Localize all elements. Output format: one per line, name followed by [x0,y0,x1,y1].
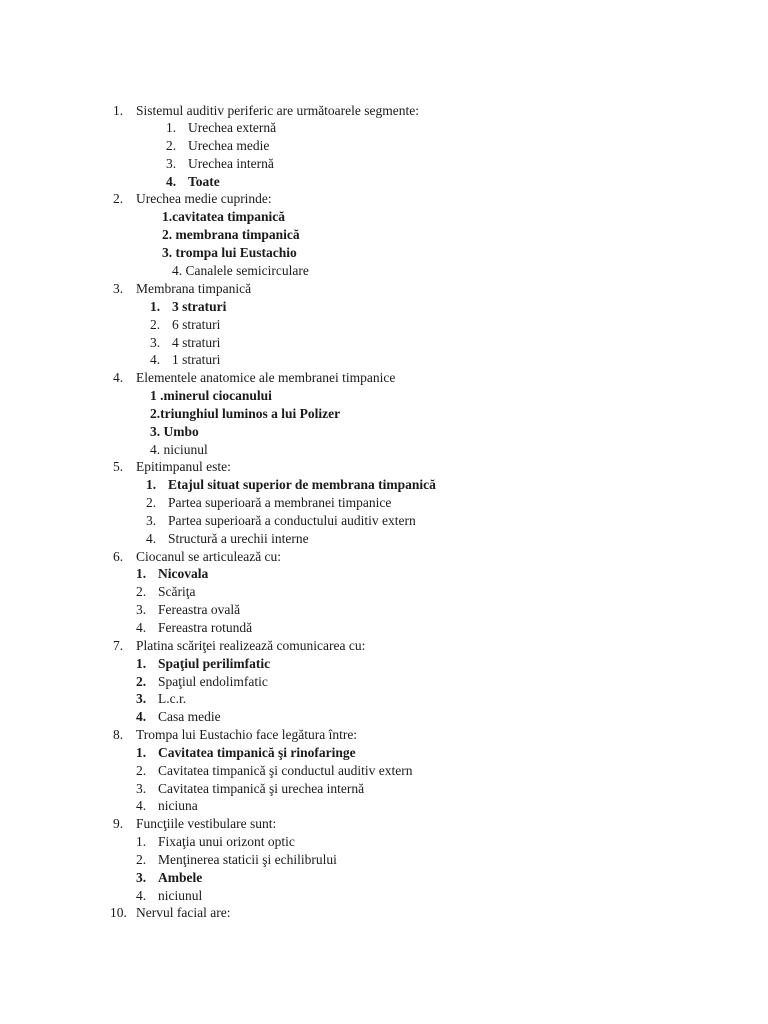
list-item-text: Fereastra ovală [158,602,241,617]
list-item-number: 7. [113,638,124,653]
list-item-text: 1.cavitatea timpanică [162,209,285,224]
list-item [0,690,768,708]
list-item [0,833,768,851]
list-item [0,102,768,120]
list-item-number: 2. [136,584,147,599]
list-item-text: 6 straturi [172,317,221,332]
list-item-text: Toate [188,174,220,189]
list-item-number: 3. [113,281,124,296]
list-item-text: Urechea medie cuprinde: [136,191,272,206]
list-item-number: 4. [136,798,147,813]
list-item-number: 2. [136,852,147,867]
list-item-text: Structură a urechii interne [168,531,309,546]
list-item-text: niciuna [158,798,198,813]
list-item-text: Fixaţia unui orizont optic [158,834,295,849]
list-item [0,815,768,833]
list-item [0,530,768,548]
list-item-number: 4. [136,620,147,635]
list-item-text: 4. Canalele semicirculare [172,263,309,278]
list-item-text: Scăriţa [158,584,196,599]
list-item [0,762,768,780]
list-item-text: Urechea externă [188,120,277,135]
list-item-text: Urechea internă [188,156,274,171]
list-item-text: Etajul situat superior de membrana timpanică [168,477,436,492]
list-item-text: Cavitatea timpanică şi conductul auditiv extern [158,763,413,778]
list-item-text: 3 straturi [172,299,227,314]
list-item [0,262,768,280]
list-item-text: Urechea medie [188,138,270,153]
list-item-text: 1 straturi [172,352,221,367]
list-item-number: 1. [146,477,157,492]
list-item-number: 3. [166,156,177,171]
list-item [0,119,768,137]
list-item-number: 4. [136,709,147,724]
list-item [0,369,768,387]
list-item-number: 2. [166,138,177,153]
list-item-number: 2. [146,495,157,510]
list-item-text: niciunul [158,888,203,903]
list-item [0,548,768,566]
list-item-number: 1. [150,299,161,314]
list-item-number: 3. [136,870,147,885]
list-item-text: Nervul facial are: [136,905,231,920]
list-item-text: 1 .minerul ciocanului [150,388,272,403]
list-item-text: 4. niciunul [150,442,208,457]
list-item-number: 2. [150,317,161,332]
list-item [0,619,768,637]
list-item-number: 4. [136,888,147,903]
list-item [0,780,768,798]
list-item-text: Membrana timpanică [136,281,252,296]
list-item-text: Spaţiul perilimfatic [158,656,271,671]
list-item [0,512,768,530]
list-item-number: 1. [113,103,124,118]
list-item [0,298,768,316]
list-item-number: 5. [113,459,124,474]
list-item [0,441,768,459]
list-item-number: 3. [150,335,161,350]
list-item [0,226,768,244]
list-item-text: Spaţiul endolimfatic [158,674,268,689]
list-item-text: Platina scăriţei realizează comunicarea cu: [136,638,366,653]
list-item-text: Menţinerea staticii şi echilibrului [158,852,337,867]
list-item [0,351,768,369]
list-item [0,423,768,441]
list-item-text: Elementele anatomice ale membranei timpanice [136,370,396,385]
list-item-text: Nicovala [158,566,209,581]
list-item-number: 1. [136,745,147,760]
list-item-number: 4. [150,352,161,367]
list-item-text: Ambele [158,870,203,885]
list-item [0,744,768,762]
list-item-number: 4. [146,531,157,546]
list-item-number: 3. [146,513,157,528]
list-item [0,494,768,512]
list-item-text: 3. Umbo [150,424,199,439]
list-item-text: Sistemul auditiv periferic are următoarele segmente: [136,103,420,118]
list-item [0,334,768,352]
list-item [0,405,768,423]
list-item-text: Trompa lui Eustachio face legătura între: [136,727,358,742]
list-item [0,476,768,494]
list-item [0,708,768,726]
list-item-text: 2. membrana timpanică [162,227,300,242]
list-item [0,565,768,583]
list-item-text: Funcţiile vestibulare sunt: [136,816,277,831]
list-item-text: 3. trompa lui Eustachio [162,245,297,260]
list-item-number: 3. [136,602,147,617]
list-item [0,208,768,226]
list-item [0,173,768,191]
list-item [0,190,768,208]
list-item-number: 1. [136,656,147,671]
list-item-text: Cavitatea timpanică şi urechea internă [158,781,365,796]
list-item-number: 8. [113,727,124,742]
list-item-text: Epitimpanul este: [136,459,231,474]
list-item-text: Partea superioară a membranei timpanice [168,495,392,510]
list-item-number: 10. [110,905,127,920]
list-item-number: 4. [166,174,177,189]
list-item-text: Cavitatea timpanică şi rinofaringe [158,745,356,760]
list-item [0,583,768,601]
list-item-number: 9. [113,816,124,831]
list-item-text: Casa medie [158,709,221,724]
list-item [0,137,768,155]
list-item [0,726,768,744]
list-item [0,637,768,655]
list-item [0,904,768,922]
list-item [0,869,768,887]
list-item-text: L.c.r. [158,691,187,706]
list-item-number: 1. [166,120,177,135]
list-item [0,797,768,815]
list-item [0,316,768,334]
list-item [0,244,768,262]
list-item-number: 1. [136,834,147,849]
list-item [0,458,768,476]
list-item [0,673,768,691]
list-item-number: 3. [136,691,147,706]
list-item [0,280,768,298]
list-item-number: 6. [113,549,124,564]
list-item-number: 4. [113,370,124,385]
list-item-number: 2. [136,763,147,778]
list-item [0,601,768,619]
list-item [0,655,768,673]
list-item [0,155,768,173]
list-item-number: 1. [136,566,147,581]
list-item-text: Ciocanul se articulează cu: [136,549,282,564]
list-item-text: 2.triunghiul luminos a lui Polizer [150,406,341,421]
list-item [0,387,768,405]
list-item-text: Partea superioară a conductului auditiv extern [168,513,416,528]
list-item [0,851,768,869]
list-item [0,887,768,905]
list-item-text: 4 straturi [172,335,221,350]
list-item-number: 2. [113,191,124,206]
list-item-number: 2. [136,674,147,689]
list-item-text: Fereastra rotundă [158,620,253,635]
list-item-number: 3. [136,781,147,796]
